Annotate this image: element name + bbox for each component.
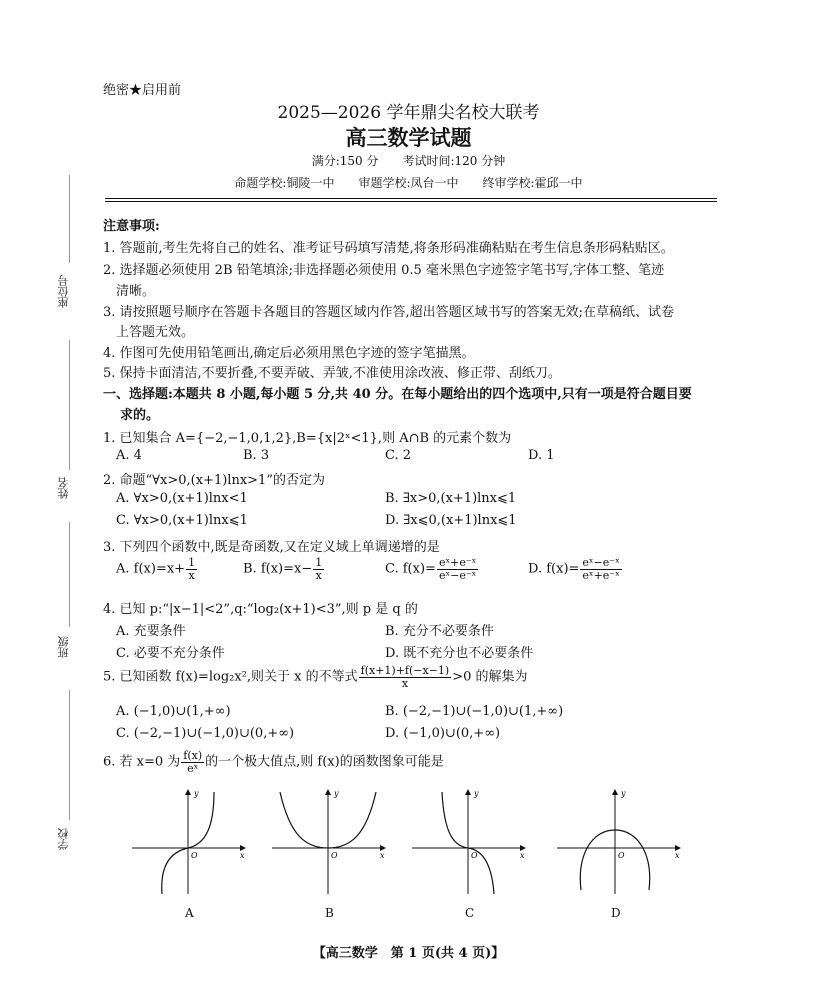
- side-seat-label: 座位号: [57, 275, 70, 308]
- origin-label: O: [331, 851, 338, 860]
- graph-a: [130, 786, 250, 898]
- q3-c-pre: C. f(x)=: [385, 561, 436, 577]
- q1-option-a: A. 4: [116, 448, 142, 463]
- page-footer: 【高三数学 第 1 页(共 4 页)】: [312, 946, 505, 961]
- q1-option-d: D. 1: [528, 448, 555, 463]
- graph-d: [555, 786, 685, 898]
- q3-d-pre: D. f(x)=: [528, 561, 580, 577]
- side-line: [69, 175, 70, 263]
- q5-option-a: A. (−1,0)∪(1,+∞): [116, 704, 231, 719]
- fraction-den: x: [188, 568, 195, 582]
- q4-stem: 4. 已知 p:“|x−1|<2”,q:“log₂(x+1)<3”,则 p 是 q 的: [103, 602, 418, 617]
- q3-option-b: [243, 557, 325, 581]
- header-divider-2: [105, 201, 717, 202]
- y-label: y: [194, 789, 199, 798]
- q3-option-c: [385, 557, 479, 581]
- x-label: x: [520, 851, 525, 860]
- side-line: [69, 340, 70, 470]
- side-class-label: 班级: [57, 636, 70, 658]
- q5-stem-pre: 5. 已知函数 f(x)=log₂x²,则关于 x 的不等式: [103, 669, 358, 685]
- fraction: [580, 557, 621, 581]
- q6-stem: [103, 750, 444, 774]
- origin-label: O: [618, 851, 625, 860]
- note-item: 5. 保持卡面清洁,不要折叠,不要弄破、弄皱,不准使用涂改液、修正带、刮纸刀。: [103, 366, 561, 381]
- q5-option-b: B. (−2,−1)∪(−1,0)∪(1,+∞): [385, 704, 564, 719]
- schools-line: 命题学校:铜陵一中 审题学校:凤台一中 终审学校:霍邱一中: [234, 176, 583, 190]
- fraction-num: f(x+1)+f(−x−1): [360, 664, 450, 677]
- y-label: y: [474, 789, 479, 798]
- fraction: [181, 750, 204, 774]
- fraction-den: x: [401, 676, 409, 690]
- fraction: [437, 557, 478, 581]
- q4-option-a: A. 充要条件: [116, 624, 186, 639]
- note-item: 上答题无效。: [116, 325, 195, 340]
- fraction-num: f(x): [183, 749, 203, 762]
- fraction-den: eˣ−e⁻ˣ: [438, 568, 477, 582]
- q6-stem-post: 的一个极大值点,则 f(x)的函数图象可能是: [205, 754, 444, 770]
- q3-option-a: [116, 557, 198, 581]
- y-label: y: [621, 789, 626, 798]
- q4-option-b: B. 充分不必要条件: [385, 624, 494, 639]
- graph-c: [410, 786, 530, 898]
- note-item: 4. 作图可先使用铅笔画出,确定后必须用黑色字迹的签字笔描黑。: [103, 346, 475, 361]
- q5-option-d: D. (−1,0)∪(0,+∞): [385, 726, 501, 741]
- q5-option-c: C. (−2,−1)∪(−1,0)∪(0,+∞): [116, 726, 295, 741]
- side-name-label: 姓名: [57, 477, 70, 499]
- q6-stem-pre: 6. 若 x=0 为: [103, 754, 181, 770]
- fraction: [359, 665, 452, 689]
- q5-stem: [103, 665, 528, 689]
- q4-option-c: C. 必要不充分条件: [116, 646, 225, 661]
- note-item: 3. 请按照题号顺序在答题卡各题目的答题区域内作答,超出答题区域书写的答案无效;在草稿纸、试卷: [103, 305, 675, 320]
- q2-stem: 2. 命题“∀x>0,(x+1)lnx>1”的否定为: [103, 473, 325, 488]
- graph-b: [270, 786, 390, 898]
- q3-option-d: [528, 557, 623, 581]
- y-label: y: [334, 789, 339, 798]
- notes-title: 注意事项:: [103, 219, 160, 234]
- q1-option-b: B. 3: [243, 448, 270, 463]
- fraction-num: eˣ+e⁻ˣ: [438, 556, 477, 569]
- graph-a-label: A: [185, 906, 194, 920]
- fraction-den: eˣ: [187, 761, 199, 775]
- confidential-mark: 绝密★启用前: [103, 83, 182, 98]
- q3-b-pre: B. f(x)=x−: [243, 561, 313, 577]
- q1-stem: 1. 已知集合 A={−2,−1,0,1,2},B={x|2ˣ<1},则 A∩B 的元素个数为: [103, 431, 512, 446]
- q3-stem: 3. 下列四个函数中,既是奇函数,又在定义域上单调递增的是: [103, 540, 440, 555]
- side-line: [69, 522, 70, 627]
- fraction-num: 1: [188, 556, 196, 569]
- q2-option-d: D. ∃x⩽0,(x+1)lnx⩽1: [385, 513, 517, 528]
- graph-b-label: B: [325, 906, 334, 920]
- note-item: 清晰。: [116, 284, 156, 299]
- section-title: 一、选择题:本题共 8 小题,每小题 5 分,共 40 分。在每小题给出的四个选项中,只有一项是符合题目要: [103, 387, 692, 402]
- q5-stem-post: >0 的解集为: [452, 669, 528, 685]
- section-title-cont: 求的。: [120, 408, 160, 423]
- side-line: [69, 690, 70, 820]
- q3-a-pre: A. f(x)=x+: [116, 561, 186, 577]
- graph-c-label: C: [465, 906, 475, 920]
- fraction-den: x: [315, 568, 322, 582]
- origin-label: O: [471, 851, 478, 860]
- note-item: 1. 答题前,考生先将自己的姓名、准考证号码填写清楚,将条形码准确粘贴在考生信息条形码粘贴区。: [103, 241, 674, 256]
- q2-option-b: B. ∃x>0,(x+1)lnx⩽1: [385, 491, 517, 506]
- q2-option-c: C. ∀x>0,(x+1)lnx⩽1: [116, 513, 248, 528]
- fraction: [313, 557, 324, 581]
- x-label: x: [240, 851, 245, 860]
- x-label: x: [380, 851, 385, 860]
- exam-name: 2025—2026 学年鼎尖名校大联考: [277, 103, 540, 123]
- origin-label: O: [191, 851, 198, 860]
- header-divider-1: [105, 198, 717, 199]
- fraction-den: eˣ+e⁻ˣ: [582, 568, 620, 582]
- q1-option-c: C. 2: [385, 448, 412, 463]
- side-school-label: 学校: [57, 828, 70, 850]
- page-title: 高三数学试题: [345, 125, 472, 150]
- fraction-num: eˣ−e⁻ˣ: [582, 556, 620, 569]
- x-label: x: [675, 851, 680, 860]
- fraction-num: 1: [315, 556, 323, 569]
- q4-option-d: D. 既不充分也不必要条件: [385, 646, 534, 661]
- q2-option-a: A. ∀x>0,(x+1)lnx<1: [116, 491, 248, 506]
- note-item: 2. 选择题必须使用 2B 铅笔填涂;非选择题必须使用 0.5 毫米黑色字迹签字笔书写,字体工整、笔迹: [103, 263, 665, 278]
- fraction: [186, 557, 197, 581]
- graph-d-label: D: [611, 906, 621, 920]
- score-time: 满分:150 分 考试时间:120 分钟: [311, 154, 506, 168]
